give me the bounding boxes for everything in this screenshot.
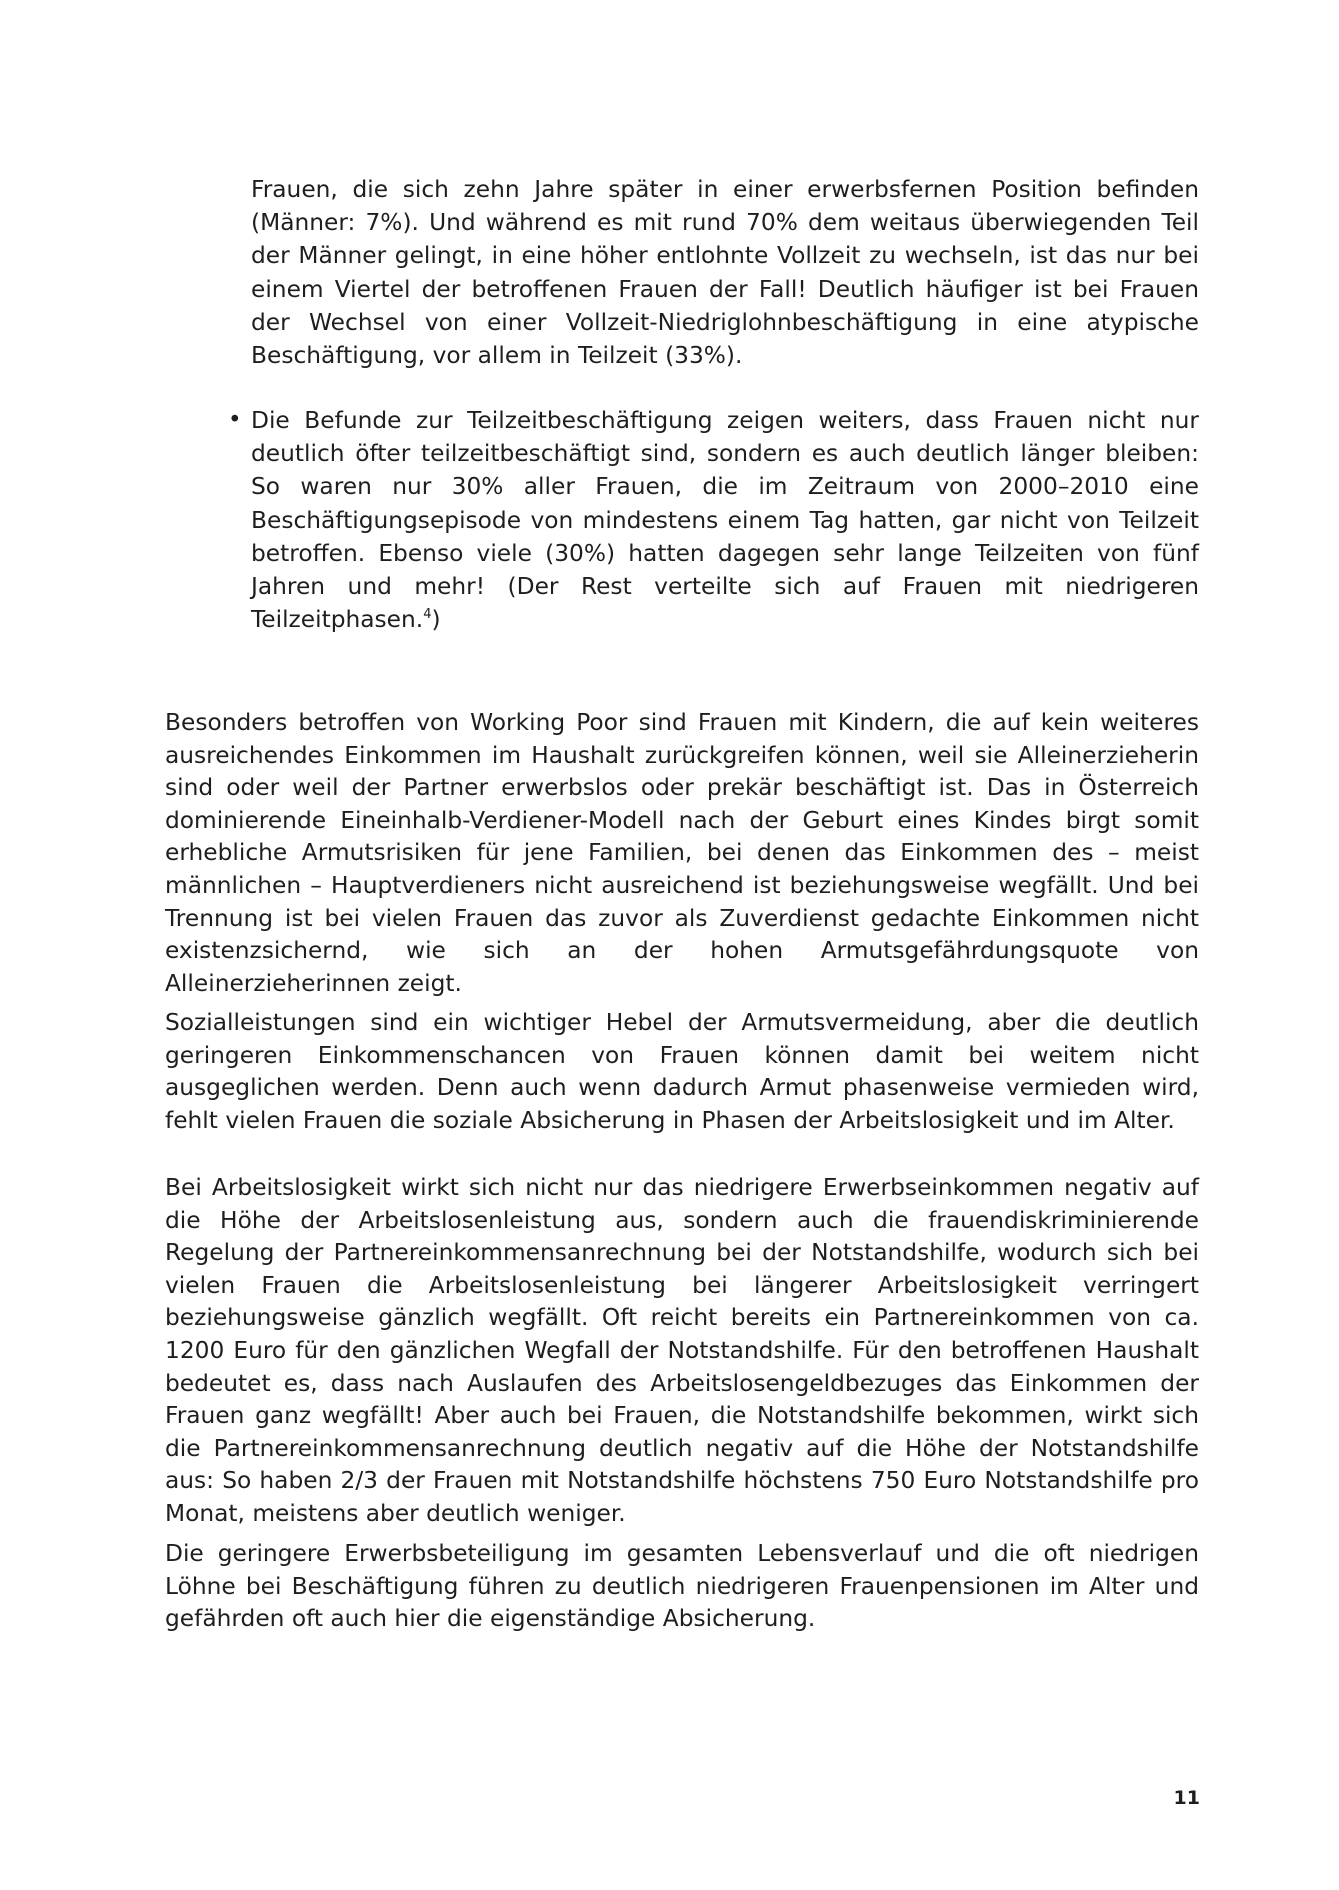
footnote-reference[interactable]: 4 [423, 607, 432, 623]
bullet-item-teilzeit [251, 404, 1199, 636]
bullet-continuation-text: Frauen, die sich zehn Jahre später in einer erwerbsfernen Position befinden (Männer: 7%). Und während es mit rund 70% dem weitaus überwiegenden Teil der Männer gelingt, in eine höher entlohnte Vollzeit zu wechseln, ist das nur bei einem Viertel der betroffenen Frauen der Fall! Deutlich häufiger ist bei Frauen der Wechsel von einer Vollzeit-Niedriglohnbeschäftigung in eine atypische Beschäftigung, vor allem in Teilzeit (33%). [251, 176, 1199, 370]
paragraph-arbeitslosigkeit: Bei Arbeitslosigkeit wirkt sich nicht nur das niedrigere Erwerbseinkommen negativ auf die Höhe der Arbeitslosenleistung aus, sondern auch die frauendiskriminierende Regelung der Partnereinkommensanrechnung bei der Notstandshilfe, wodurch sich bei vielen Frauen die Arbeitslosenleistung bei längerer Arbeitslosigkeit verringert beziehungsweise gänzlich wegfällt. Oft reicht bereits ein Partnereinkommen von ca. 1200 Euro für den gänzlichen Wegfall der Notstandshilfe. Für den betroffenen Haushalt bedeutet es, dass nach Auslaufen des Arbeitslosengeldbezuges das Einkommen der Frauen ganz wegfällt! Aber auch bei Frauen, die Notstandshilfe bekommen, wirkt sich die Partnereinkommensanrechnung deutlich negativ auf die Höhe der Notstandshilfe aus: So haben 2/3 der Frauen mit Notstandshilfe höchstens 750 Euro Notstandshilfe pro Monat, meistens aber deutlich weniger. [165, 1174, 1199, 1527]
paragraph-erwerbsbeteiligung: Die geringere Erwerbsbeteiligung im gesamten Lebensverlauf und die oft niedrigen Löhne bei Beschäftigung führen zu deutlich niedrigeren Frauenpensionen im Alter und gefährden oft auch hier die eigenständige Absicherung. [165, 1540, 1199, 1633]
bullet-item-closing: ) [431, 606, 441, 634]
bullet-item-text: Die Befunde zur Teilzeitbeschäftigung zeigen weiters, dass Frauen nicht nur deutlich öfter teilzeitbeschäftigt sind, sondern es auch deutlich länger bleiben: So waren nur 30% aller Frauen, die im Zeitraum von 2000–2010 eine Beschäftigungsepisode von mindestens einem Tag hatten, gar nicht von Teilzeit betroffen. Ebenso viele (30%) hatten dagegen sehr lange Teilzeiten von fünf Jahren und mehr! (Der Rest verteilte sich auf Frauen mit niedrigeren Teilzeitphasen. [251, 407, 1199, 634]
paragraph-sozialleistungen: Sozialleistungen sind ein wichtiger Hebel der Armutsvermeidung, aber die deutlich geringeren Einkommenschancen von Frauen können damit bei weitem nicht ausgeglichen werden. Denn auch wenn dadurch Armut phasenweise vermieden wird, fehlt vielen Frauen die soziale Absicherung in Phasen der Arbeitslosigkeit und im Alter. [165, 1009, 1199, 1134]
paragraph-working-poor: Besonders betroffen von Working Poor sind Frauen mit Kindern, die auf kein weiteres ausreichendes Einkommen im Haushalt zurückgreifen können, weil sie Alleinerzieherin sind oder weil der Partner erwerbslos oder prekär beschäftigt ist. Das in Österreich dominierende Eineinhalb-Verdiener-Modell nach der Geburt eines Kindes birgt somit erhebliche Armutsrisiken für jene Familien, bei denen das Einkommen des – meist männlichen – Hauptverdieners nicht ausreichend ist beziehungsweise wegfällt. Und bei Trennung ist bei vielen Frauen das zuvor als Zuverdienst gedachte Einkommen nicht existenzsichernd, wie sich an der hohen Armutsgefährdungsquote von Alleinerzieherinnen zeigt. [165, 709, 1199, 997]
bullet-point-icon: • [228, 407, 242, 433]
page-number: 11 [1173, 1787, 1200, 1809]
